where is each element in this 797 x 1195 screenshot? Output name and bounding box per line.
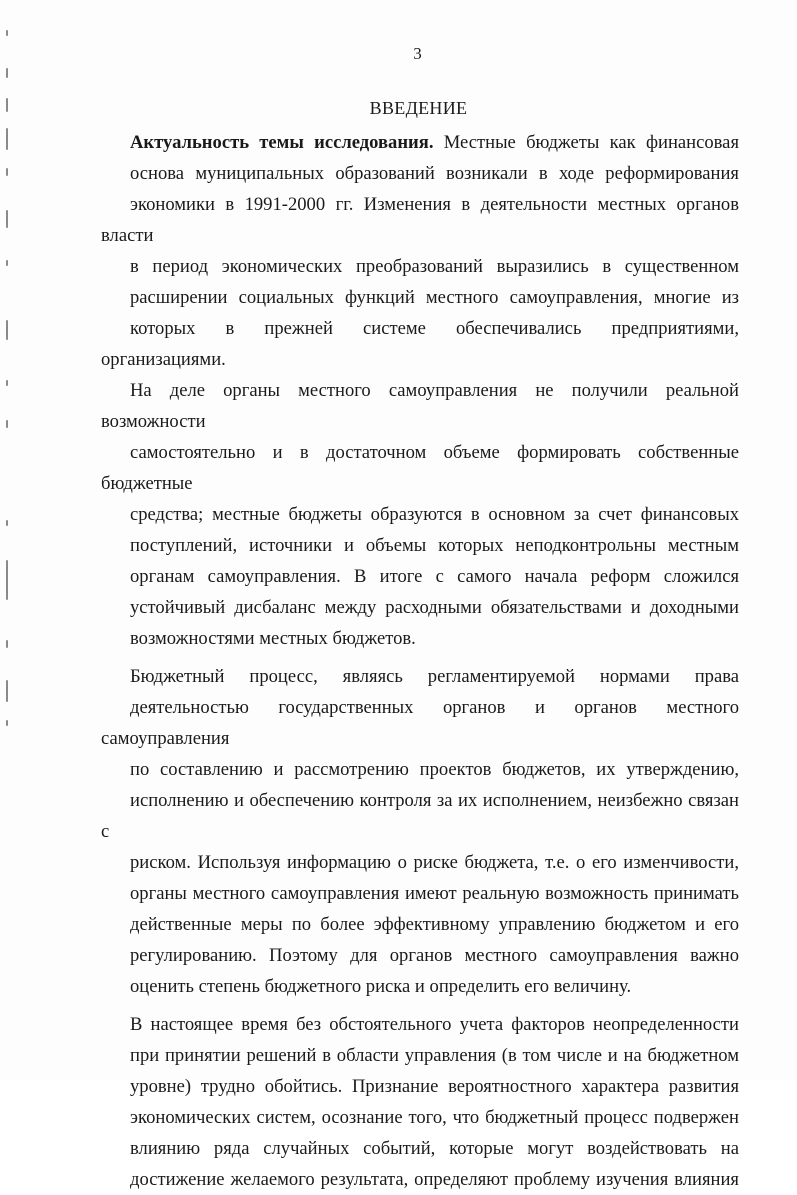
scan-margin-artifacts [6,20,20,740]
paragraph-line: экономики в 1991-2000 гг. Изменения в деятельности местных органов власти [101,194,739,246]
paragraph-line: экономических систем, осознание того, что бюджетный процесс подвержен [130,1107,739,1128]
paragraph-line: по составлению и рассмотрению проектов бюджетов, их утверждению, [130,759,739,780]
paragraph-line: регулированию. Поэтому для органов местного самоуправления важно [130,945,739,966]
paragraph-line: расширении социальных функций местного самоуправления, многие из [130,287,739,308]
paragraph-line: деятельностью государственных органов и органов местного самоуправления [101,697,739,749]
page-number: 3 [413,44,422,63]
paragraph-line: основа муниципальных образований возникали в ходе реформирования [130,163,739,184]
paragraph-line: Бюджетный процесс, являясь регламентируемой нормами права [130,666,739,687]
paragraph-line: действенные меры по более эффективному управлению бюджетом и его [130,914,739,935]
paragraph-line: органам самоуправления. В итоге с самого начала реформ сложился [130,566,739,587]
line-text: Местные бюджеты как финансовая [433,132,739,153]
paragraph-line: в период экономических преобразований выразились в существенном [130,256,739,277]
paragraph-line: В настоящее время без обстоятельного учета факторов неопределенности [130,1014,739,1035]
paragraph-line: На деле органы местного самоуправления не получили реальной возможности [101,380,739,432]
paragraph-line: органы местного самоуправления имеют реальную возможность принимать [130,883,739,904]
paragraph-line: средства; местные бюджеты образуются в основном за счет финансовых [130,504,739,525]
paragraph-line: возможностями местных бюджетов. [130,628,416,649]
body-text [101,127,739,1195]
paragraph-line: исполнению и обеспечению контроля за их исполнением, неизбежно связан с [101,790,739,842]
paragraph-line: уровне) трудно обойтись. Признание вероятностного характера развития [130,1076,739,1097]
paragraph-line: риском. Используя информацию о риске бюджета, т.е. о его изменчивости, [130,852,739,873]
paragraph-lead: Актуальность темы исследования. [130,132,434,153]
paragraph-line: оценить степень бюджетного риска и определить его величину. [130,976,632,997]
paragraph-line: устойчивый дисбаланс между расходными обязательствами и доходными [130,597,739,618]
paragraph-budget-process [101,661,739,1002]
paragraph-line: достижение желаемого результата, определяют проблему изучения влияния [130,1169,739,1190]
paragraph-line: поступлений, источники и объемы которых неподконтрольны местным [130,535,739,556]
paragraph-relevance [101,127,739,654]
paragraph-uncertainty [101,1009,739,1195]
paragraph-line: влиянию ряда случайных событий, которые могут воздействовать на [130,1138,739,1159]
paragraph-line: самостоятельно и в достаточном объеме формировать собственные бюджетные [101,442,739,494]
paragraph-line: при принятии решений в области управления (в том числе и на бюджетном [130,1045,739,1066]
section-heading: ВВЕДЕНИЕ [369,98,468,118]
paragraph-line [101,127,739,158]
paragraph-line: которых в прежней системе обеспечивались предприятиями, организациями. [101,318,739,370]
